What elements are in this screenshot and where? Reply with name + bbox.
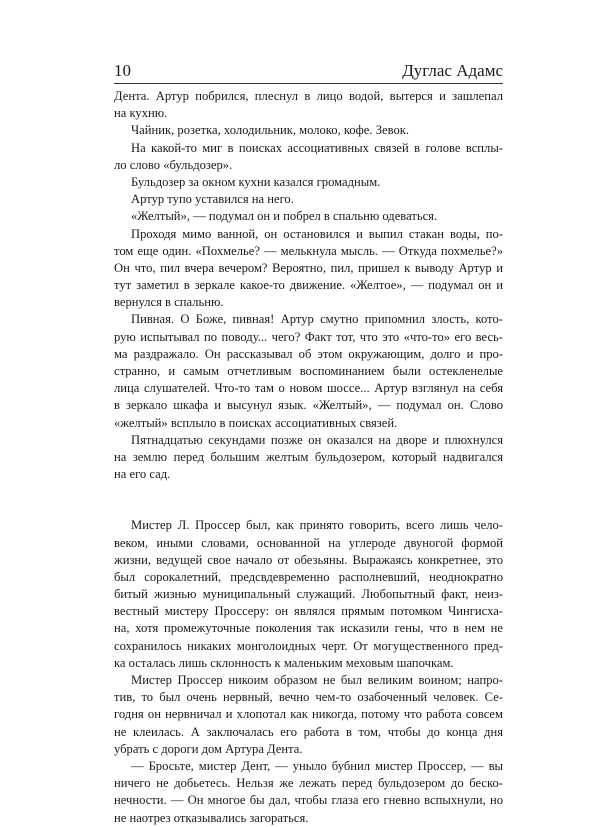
text-line: тут заметил в зеркале какое-то движение. «Желтое», — подумал он и xyxy=(114,278,503,293)
text-line: Пятнадцатью секундами позже он оказался на дворе и плюхнулся xyxy=(131,432,503,447)
text-line: убрать с дороги дом Артура Дента. xyxy=(114,741,303,756)
text-line: Пивная. О Боже, пивная! Артур смутно припомнил злость, кото- xyxy=(131,312,503,327)
header-rule xyxy=(114,83,503,84)
text-section-1 xyxy=(114,88,503,483)
text-line: рую испытывал по поводу... чего? Факт тот, что это «что-то» его весь- xyxy=(114,329,503,344)
text-line: на землю перед большим желтым бульдозером, который надвигался xyxy=(114,449,503,464)
text-line: ло слово «бульдозер». xyxy=(114,157,233,172)
text-line: вернулся в спальню. xyxy=(114,295,224,310)
text-line: битый жизнью муниципальный служащий. Любопытный факт, неиз- xyxy=(114,587,503,602)
body-text xyxy=(114,88,503,827)
text-line: на его сад. xyxy=(114,467,171,482)
text-line: том еще один. «Похмелье? — мелькнула мысль. — Откуда похмелье?» xyxy=(114,243,503,258)
text-line: Бульдозер за окном кухни казался громадным. xyxy=(131,174,381,189)
text-line: не клеилась. А заключалась его работа в том, чтобы до конца дня xyxy=(114,724,503,739)
text-line: Мистер Л. Проссер был, как принято говорить, всего лишь чело- xyxy=(131,518,503,533)
text-line: Дента. Артур побрился, плеснул в лицо водой, вытерся и зашлепал xyxy=(114,89,503,103)
text-line: жизни, ведущей свое начало от обезьяны. Выражаясь конкретнее, это xyxy=(114,552,503,567)
text-line: не наотрез отказывались загораться. xyxy=(114,810,309,825)
text-line: годня он нервничал и хлопотал как никогда, потому что работа совсем xyxy=(114,707,503,722)
text-line: «Желтый», — подумал он и побрел в спальню одеваться. xyxy=(131,209,438,224)
text-line: лица слушателей. Что-то там о новом шоссе... Артур взглянул на себя xyxy=(114,381,503,396)
text-line: Артур тупо уставился на него. xyxy=(131,192,294,207)
text-line: «желтый» всплыло в поисках ассоциативных связей. xyxy=(114,415,398,430)
text-line: на кухню. xyxy=(114,106,168,121)
text-line: вестный мистеру Проссеру: он являлся прямым потомком Чингисха- xyxy=(114,604,503,619)
text-line: на, хотя промежуточные поколения так исказили гены, что в нем не xyxy=(114,621,503,636)
text-line: Чайник, розетка, холодильник, молоко, кофе. Зевок. xyxy=(131,123,410,138)
text-line: — Бросьте, мистер Дент, — уныло бубнил мистер Проссер, — вы xyxy=(131,758,503,773)
text-line: странно, и самым отчетливым воспоминанием были остекленелые xyxy=(114,364,503,378)
text-line: веком, иными словами, основанной на углероде двуногой формой xyxy=(114,535,503,550)
text-line: Проходя мимо ванной, он остановился и выпил стакан воды, по- xyxy=(131,226,503,241)
text-line: нечности. — Он многое бы дал, чтобы глаза его гневно вспыхнули, но xyxy=(114,793,503,808)
text-line: был сорокалетний, предсвдевременно располневший, неоднократно xyxy=(114,569,503,584)
text-line: Мистер Проссер никоим образом не был великим воином; напро- xyxy=(131,673,503,687)
text-line: ка осталась лишь склонность к маленьким меховым шапочкам. xyxy=(114,655,454,670)
text-line: Он что, пил вчера вечером? Вероятно, пил, пришел к выводу Артур и xyxy=(114,260,503,275)
text-line: На какой-то миг в поисках ассоциативных связей в голове всплы- xyxy=(131,140,503,155)
text-line: сохранилось никаких монголоидных черт. От могущественного пред- xyxy=(114,638,503,653)
text-line: ничего не добьетесь. Нельзя же лежать перед бульдозером до беско- xyxy=(114,776,503,791)
page-number: 10 xyxy=(114,61,131,80)
text-line: в зеркало шкафа и высунул язык. «Желтый», — подумал он. Слово xyxy=(114,398,503,413)
page-header xyxy=(114,61,503,83)
text-line: ма раздражало. Он рассказывал об этом окружающим, долго и про- xyxy=(114,346,503,361)
text-line: тив, то был очень нервный, вечно чем-то озабоченный человек. Се- xyxy=(114,690,503,705)
running-head-author: Дуглас Адамс xyxy=(402,61,503,80)
section-break xyxy=(114,483,503,517)
text-section-2 xyxy=(114,517,503,826)
